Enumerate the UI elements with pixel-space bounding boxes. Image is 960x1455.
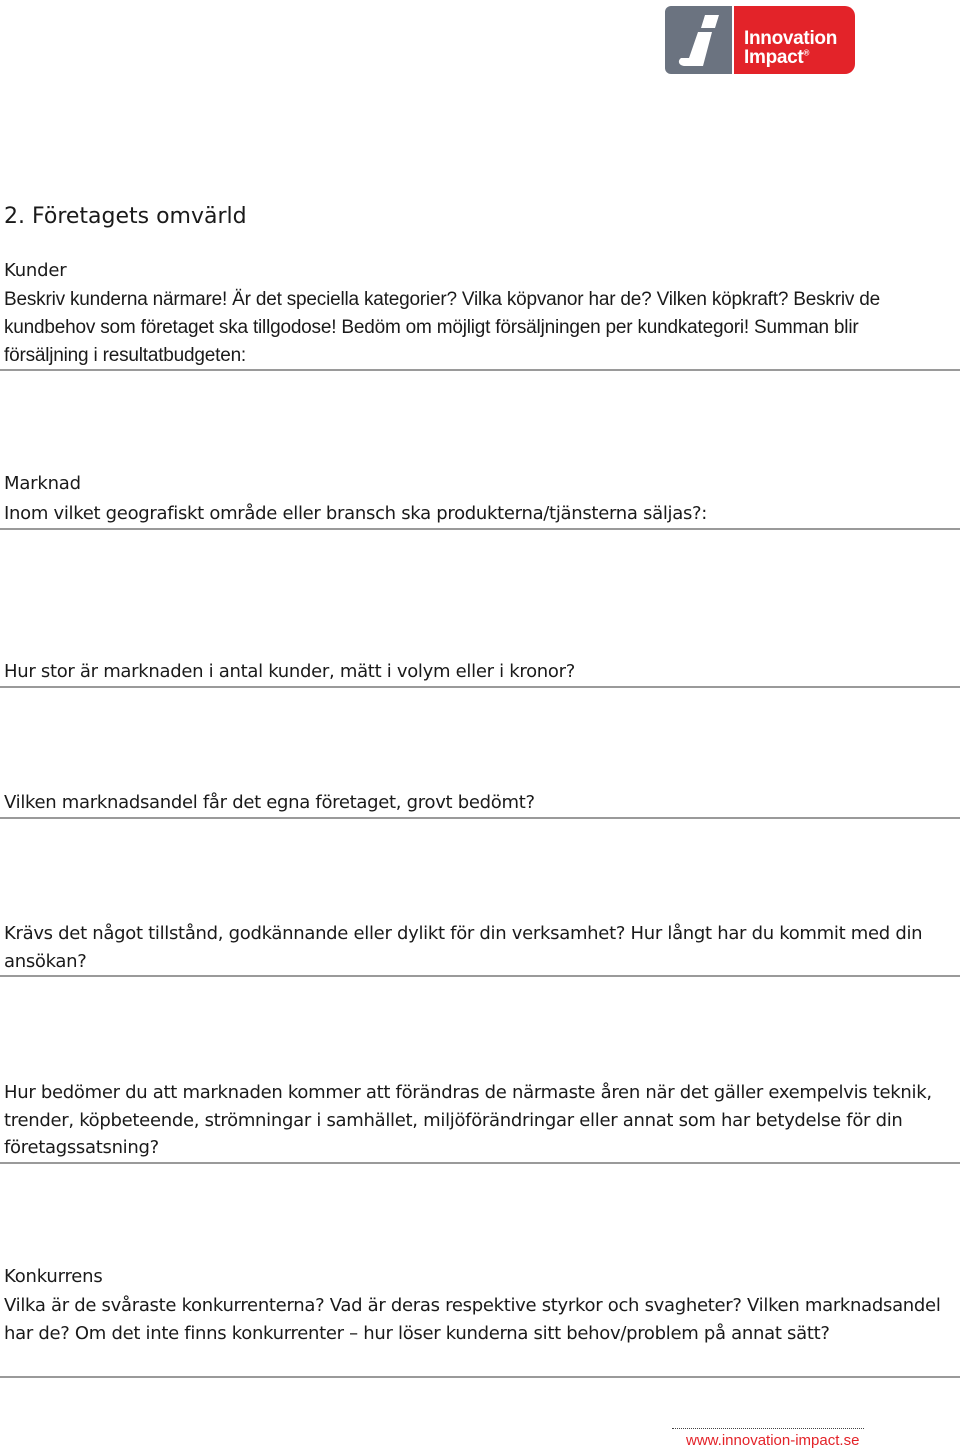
marknad-question-size: Hur stor är marknaden i antal kunder, mätt i volym eller i kronor? xyxy=(4,661,575,682)
footer-divider xyxy=(672,1428,864,1429)
kunder-heading: Kunder xyxy=(4,260,67,281)
marknad-permit-answer-line xyxy=(0,975,960,977)
marknad-question-share: Vilken marknadsandel får det egna företaget, grovt bedömt? xyxy=(4,792,535,813)
kunder-answer-line xyxy=(0,369,960,371)
konkurrens-question: Vilka är de svåraste konkurrenterna? Vad är deras respektive styrkor och svagheter? Vilken marknadsandel har de? Om det inte finns konkurrenter – hur löser kunderna sitt behov/problem på annat sätt? xyxy=(4,1295,941,1344)
marknad-question-change: Hur bedömer du att marknaden kommer att förändras de närmaste åren när det gäller exempelvis teknik, trender, köpbeteende, strömningar i samhället, miljöförändringar eller annat som har betydelse för din företagssatsning? xyxy=(4,1082,932,1158)
logo-text-line1: Innovation xyxy=(744,28,838,49)
kunder-description: Beskriv kunderna närmare! Är det speciella kategorier? Vilka köpvanor har de? Vilken köpkraft? Beskriv de kundbehov som företaget ska tillgodose! Bedöm om möjligt försäljningen per kundkategori! Summan blir försäljning i resultatbudgeten: xyxy=(4,289,880,366)
logo-text-line2: Impact® xyxy=(744,47,810,68)
marknad-question-permit: Krävs det något tillstånd, godkännande eller dylikt för din verksamhet? Hur långt har du kommit med din ansökan? xyxy=(4,923,923,972)
marknad-size-answer-line xyxy=(0,686,960,688)
section-title: 2. Företagets omvärld xyxy=(4,204,247,229)
marknad-share-answer-line xyxy=(0,817,960,819)
registered-mark: ® xyxy=(803,48,810,58)
konkurrens-heading: Konkurrens xyxy=(4,1266,103,1287)
footer-website-url: www.innovation-impact.se xyxy=(686,1432,860,1449)
innovation-impact-logo xyxy=(665,6,855,74)
konkurrens-answer-line xyxy=(0,1376,960,1378)
logo-i-icon xyxy=(665,6,732,74)
marknad-area-answer-line xyxy=(0,528,960,530)
marknad-change-answer-line xyxy=(0,1162,960,1164)
marknad-question-area: Inom vilket geografiskt område eller bransch ska produkterna/tjänsterna säljas?: xyxy=(4,503,708,524)
marknad-heading: Marknad xyxy=(4,473,81,494)
